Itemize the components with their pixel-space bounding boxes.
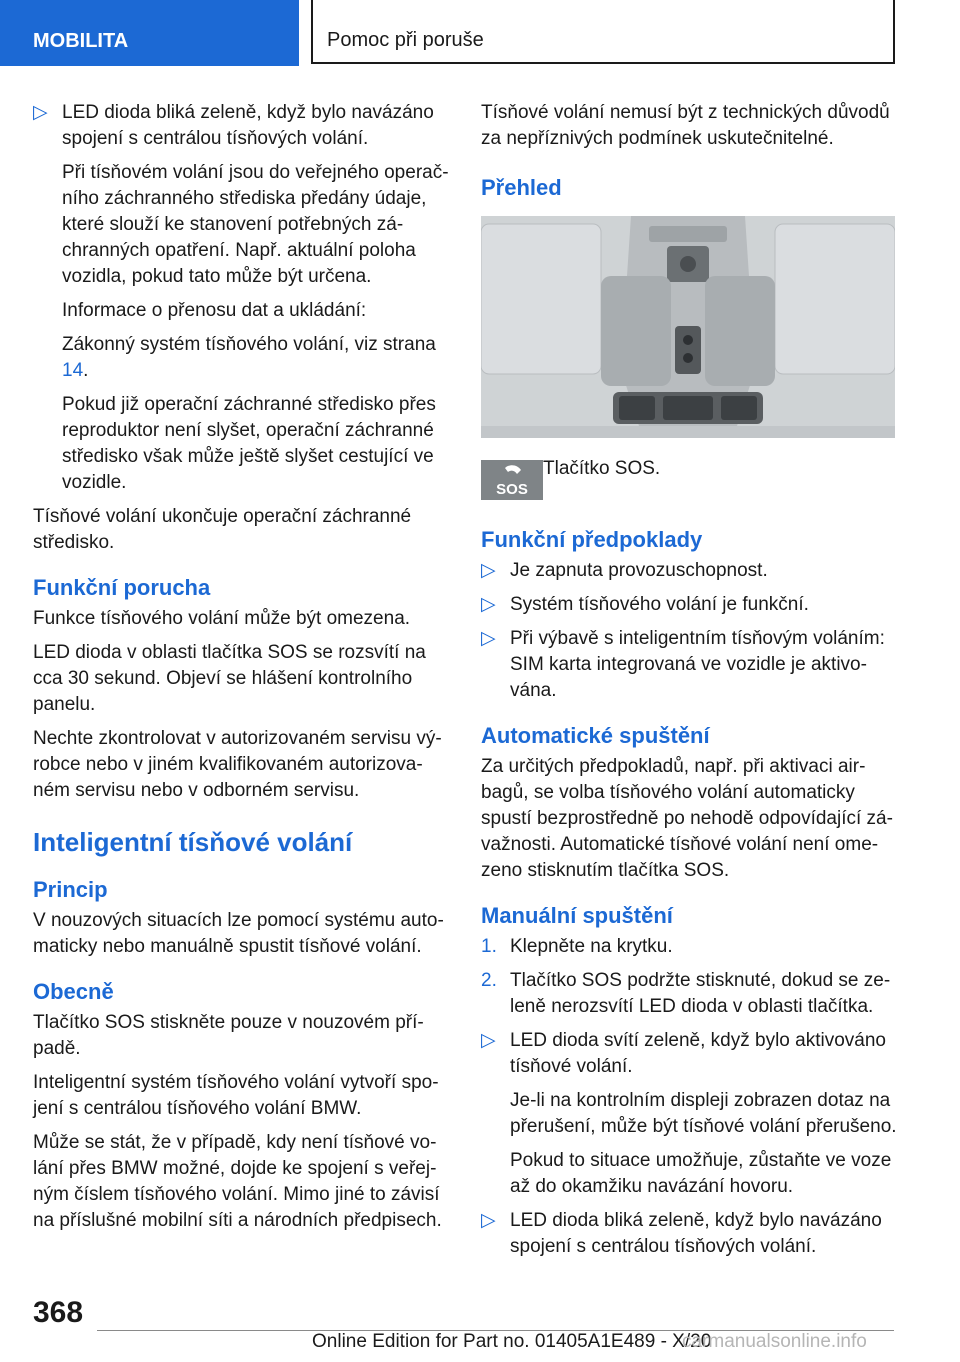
heading-fault: Funkční porucha	[33, 575, 211, 600]
sos-caption-row	[481, 456, 897, 502]
left-column	[33, 100, 449, 1242]
list-item-text: Při výbavě s inteligentním tísňovým voláním: SIM karta integrovaná ve vozidle je aktivována.	[510, 628, 885, 701]
paragraph-text: Zákonný systém tísňového volání, viz strana	[62, 334, 436, 355]
paragraph: Tísňové volání nemusí být z technických důvodů za nepříznivých podmínek uskutečnitelné.	[481, 102, 890, 149]
list-item	[481, 1208, 897, 1260]
list-item	[481, 1028, 897, 1080]
edition-text: Online Edition for Part no. 01405A1E489 - X/20	[312, 1331, 712, 1352]
page-number: 368	[33, 1296, 84, 1329]
paragraph-with-link	[33, 332, 449, 384]
step-text: Tlačítko SOS podržte stisknuté, dokud se zeleně nerozsvítí LED dioda v oblasti tlačítka.	[510, 970, 891, 1017]
list-item	[481, 592, 897, 618]
paragraph: V nouzových situacích lze pomocí systému automaticky nebo manuálně spustit tísňové volání.	[33, 910, 444, 957]
list-item-text: LED dioda bliká zeleně, když bylo navázáno spojení s centrálou tísňových volání.	[62, 102, 434, 149]
watermark: carmanualsonline.info	[682, 1331, 867, 1352]
paragraph: Nechte zkontrolovat v autorizovaném servisu výrobce nebo v jiném kvalifikovaném autorizovaném servisu nebo v odborném servisu.	[33, 728, 442, 801]
bullet-icon: ▷	[481, 1210, 496, 1231]
bullet-icon: ▷	[481, 1030, 496, 1051]
bullet-icon: ▷	[33, 102, 48, 123]
paragraph: Při tísňovém volání jsou do veřejného operačního záchranného střediska předány údaje, které slouží ke stanovení potřebných záchranných opatření. Např. aktuální poloha vozidla, pokud tato může být určena.	[62, 162, 449, 287]
list-item-text: LED dioda svítí zeleně, když bylo aktivováno tísňové volání.	[510, 1030, 886, 1077]
list-item-text: LED dioda bliká zeleně, když bylo navázáno spojení s centrálou tísňových volání.	[510, 1210, 882, 1257]
numbered-step	[481, 968, 897, 1020]
heading-manual: Manuální spuštění	[481, 903, 673, 928]
paragraph: Informace o přenosu dat a ukládání:	[62, 300, 367, 321]
step-number: 2.	[481, 970, 497, 991]
sos-button-icon	[481, 460, 543, 500]
sos-icon-text: SOS	[496, 481, 528, 498]
paragraph: Může se stát, že v případě, kdy není tísňové volání přes BMW možné, dojde ke spojení s veřejným číslem tísňového volání. Mimo jiné to závisí na příslušné mobilní síti a národních předpisech.	[33, 1132, 442, 1231]
overhead-console-illustration	[481, 216, 895, 438]
list-item	[481, 626, 897, 704]
heading-automatic: Automatické spuštění	[481, 723, 710, 748]
paragraph-text: .	[83, 360, 89, 381]
heading-main: Inteligentní tísňové volání	[33, 827, 353, 857]
page-link[interactable]: 14	[62, 360, 84, 381]
paragraph: Pokud to situace umožňuje, zůstaňte ve voze až do okamžiku navázání hovoru.	[510, 1150, 892, 1197]
section-tab: MOBILITA	[0, 0, 299, 66]
bullet-icon: ▷	[481, 628, 496, 649]
chapter-title: Pomoc při poruše	[311, 0, 895, 64]
overhead-console-photo	[481, 216, 895, 438]
bullet-icon: ▷	[481, 594, 496, 615]
numbered-step	[481, 934, 897, 960]
page-header	[0, 0, 960, 66]
paragraph: Funkce tísňového volání může být omezena.	[33, 608, 411, 629]
paragraph: Pokud již operační záchranné středisko přes reproduktor není slyšet, operační záchranné středisko však může ještě slyšet cestující ve vozidle.	[62, 394, 436, 493]
right-column	[481, 100, 897, 1268]
paragraph: Tísňové volání ukončuje operační záchranné středisko.	[33, 506, 412, 553]
list-item-text: Systém tísňového volání je funkční.	[510, 594, 809, 615]
sos-caption: Tlačítko SOS.	[543, 458, 661, 479]
heading-general: Obecně	[33, 979, 114, 1004]
heading-princip: Princip	[33, 877, 108, 902]
step-number: 1.	[481, 936, 497, 957]
list-item	[481, 558, 897, 584]
heading-overview: Přehled	[481, 175, 562, 200]
paragraph: Tlačítko SOS stiskněte pouze v nouzovém případě.	[33, 1012, 424, 1059]
paragraph: Inteligentní systém tísňového volání vytvoří spojení s centrálou tísňového volání BMW.	[33, 1072, 439, 1119]
bullet-icon: ▷	[481, 560, 496, 581]
list-item-text: Je zapnuta provozuschopnost.	[510, 560, 768, 581]
heading-prerequisites: Funkční předpoklady	[481, 527, 703, 552]
paragraph: Je-li na kontrolním displeji zobrazen dotaz na přerušení, může být tísňové volání přerušeno.	[510, 1090, 897, 1137]
step-text: Klepněte na krytku.	[510, 936, 673, 957]
list-item	[33, 100, 449, 152]
page-footer	[0, 1290, 960, 1362]
paragraph: Za určitých předpokladů, např. při aktivaci airbagů, se volba tísňového volání automaticky spustí bezprostředně po nehodě odpovídající závažnosti. Automatické tísňové volání není omezeno stisknutím tlačítka SOS.	[481, 756, 893, 881]
paragraph: LED dioda v oblasti tlačítka SOS se rozsvítí na cca 30 sekund. Objeví se hlášení kontrolního panelu.	[33, 642, 426, 715]
